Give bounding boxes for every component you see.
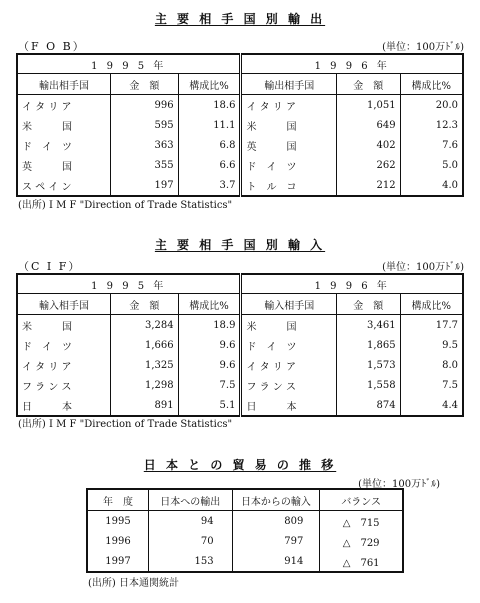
japan-title: 日 本 と の 貿 易 の 推 移 [143,458,337,472]
country-cell: ド イ ツ [17,135,111,155]
imports-header-amount: 金 額 [111,294,179,315]
country-cell: ト ル コ [241,175,337,196]
imports-year-1995: 1 9 9 5 年 [17,274,241,294]
share-cell: 4.4 [400,395,463,416]
country-cell: 日 本 [17,395,111,416]
amount-cell: 3,461 [336,315,400,336]
country-cell: ド イ ツ [241,335,337,355]
country-cell: 米 国 [17,315,111,336]
exports-header-country: 輸出相手国 [241,74,337,95]
country-cell: イ タ リ ア [241,355,337,375]
share-cell: 5.0 [400,155,463,175]
amount-cell: 1,558 [336,375,400,395]
country-cell: 米 国 [241,315,337,336]
table-row [17,115,463,135]
table-row [17,395,463,416]
export-cell: 94 [148,511,232,532]
country-cell: イ タ リ ア [17,355,111,375]
imports-header-share: 構成比% [400,294,463,315]
balance-cell: △ 761 [320,551,403,572]
share-cell: 8.0 [400,355,463,375]
share-cell: 18.9 [178,315,241,336]
country-cell: ド イ ツ [17,335,111,355]
import-cell: 914 [232,551,320,572]
balance-cell: △ 715 [320,511,403,532]
share-cell: 4.0 [400,175,463,196]
amount-cell: 649 [336,115,400,135]
country-cell: 米 国 [17,115,111,135]
exports-header-country: 輸出相手国 [17,74,111,95]
share-cell: 5.1 [178,395,241,416]
imports-basis: （C I F） [18,260,82,273]
country-cell: 英 国 [241,135,337,155]
amount-cell: 996 [111,95,179,116]
exports-basis: （F O B） [18,40,86,53]
exports-header-share: 構成比% [400,74,463,95]
import-cell: 797 [232,531,320,551]
share-cell: 9.5 [400,335,463,355]
share-cell: 18.6 [178,95,241,116]
share-cell: 9.6 [178,355,241,375]
amount-cell: 891 [111,395,179,416]
japan-header-year: 年 度 [87,489,148,511]
imports-header-country: 輸入相手国 [241,294,337,315]
country-cell: ド イ ツ [241,155,337,175]
share-cell: 3.7 [178,175,241,196]
japan-header-export: 日本への輸出 [148,489,232,511]
exports-unit: (単位：100万ﾄﾞﾙ) [382,42,464,53]
table-row [87,531,403,551]
table-row [17,135,463,155]
amount-cell: 363 [111,135,179,155]
japan-header-balance: バランス [320,489,403,511]
amount-cell: 1,573 [336,355,400,375]
exports-year-1995: 1 9 9 5 年 [17,54,241,74]
year-cell: 1996 [87,531,148,551]
japan-source: (出所) 日本通関統計 [88,578,179,589]
balance-cell: △ 729 [320,531,403,551]
share-cell: 7.6 [400,135,463,155]
amount-cell: 1,051 [336,95,400,116]
imports-source: (出所) I M F "Direction of Trade Statistics" [18,419,233,430]
exports-table [16,53,464,197]
japan-header-import: 日本からの輸入 [232,489,320,511]
share-cell: 6.8 [178,135,241,155]
exports-source: (出所) I M F "Direction of Trade Statistics" [18,200,233,211]
year-cell: 1997 [87,551,148,572]
imports-header-country: 輸入相手国 [17,294,111,315]
imports-header-share: 構成比% [178,294,241,315]
imports-header-amount: 金 額 [336,294,400,315]
table-row [17,335,463,355]
japan-table [86,488,404,573]
imports-year-1996: 1 9 9 6 年 [241,274,463,294]
share-cell: 7.5 [178,375,241,395]
country-cell: イ タ リ ア [241,95,337,116]
amount-cell: 3,284 [111,315,179,336]
share-cell: 11.1 [178,115,241,135]
country-cell: フ ラ ン ス [17,375,111,395]
amount-cell: 355 [111,155,179,175]
amount-cell: 595 [111,115,179,135]
table-row [17,355,463,375]
exports-header-amount: 金 額 [111,74,179,95]
amount-cell: 212 [336,175,400,196]
amount-cell: 1,865 [336,335,400,355]
export-cell: 153 [148,551,232,572]
country-cell: 米 国 [241,115,337,135]
amount-cell: 262 [336,155,400,175]
share-cell: 9.6 [178,335,241,355]
share-cell: 12.3 [400,115,463,135]
year-cell: 1995 [87,511,148,532]
imports-title: 主 要 相 手 国 別 輸 入 [154,238,326,252]
table-row [17,375,463,395]
share-cell: 17.7 [400,315,463,336]
amount-cell: 1,298 [111,375,179,395]
japan-unit: (単位：100万ﾄﾞﾙ) [358,479,440,490]
amount-cell: 1,666 [111,335,179,355]
country-cell: ス ペ イ ン [17,175,111,196]
table-row [87,551,403,572]
amount-cell: 197 [111,175,179,196]
share-cell: 20.0 [400,95,463,116]
exports-header-share: 構成比% [178,74,241,95]
table-row [17,155,463,175]
country-cell: イ タ リ ア [17,95,111,116]
share-cell: 7.5 [400,375,463,395]
table-row [17,95,463,116]
country-cell: 日 本 [241,395,337,416]
import-cell: 809 [232,511,320,532]
exports-title: 主 要 相 手 国 別 輸 出 [154,12,326,26]
exports-year-1996: 1 9 9 6 年 [241,54,463,74]
table-row [87,511,403,532]
country-cell: 英 国 [17,155,111,175]
amount-cell: 402 [336,135,400,155]
amount-cell: 874 [336,395,400,416]
share-cell: 6.6 [178,155,241,175]
table-row [17,315,463,336]
imports-table [16,273,464,417]
country-cell: フ ラ ン ス [241,375,337,395]
amount-cell: 1,325 [111,355,179,375]
table-row [17,175,463,196]
exports-header-amount: 金 額 [336,74,400,95]
imports-unit: (単位：100万ﾄﾞﾙ) [382,262,464,273]
export-cell: 70 [148,531,232,551]
